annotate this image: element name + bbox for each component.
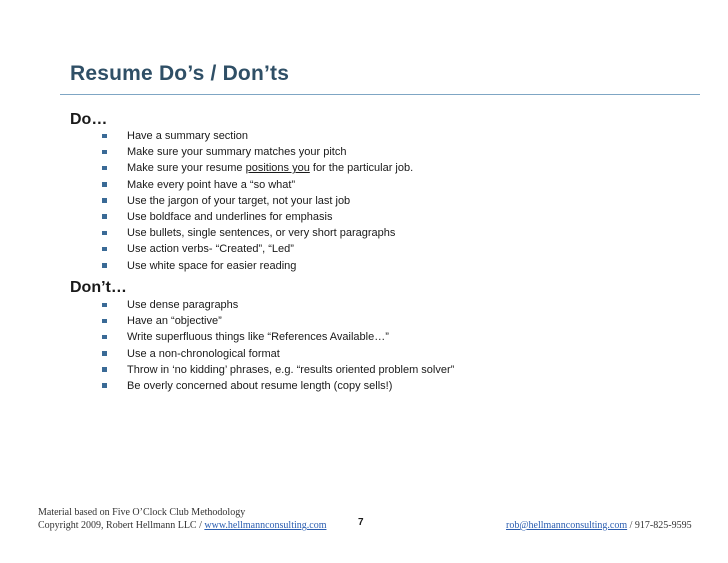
square-bullet-icon xyxy=(102,150,107,155)
do-list xyxy=(102,128,413,274)
do-item: Use action verbs- “Created”, “Led” xyxy=(102,241,413,257)
square-bullet-icon xyxy=(102,303,107,308)
title-divider xyxy=(60,94,700,95)
do-item: Have a summary section xyxy=(102,128,413,144)
footer-contact: rob@hellmannconsulting.com / 917-825-9595 xyxy=(506,520,692,531)
do-heading: Do… xyxy=(70,111,108,128)
footer-copyright: Copyright 2009, Robert Hellmann LLC / www.hellmannconsulting.com xyxy=(38,520,327,531)
slide-title: Resume Do’s / Don’ts xyxy=(70,62,290,85)
square-bullet-icon xyxy=(102,214,107,219)
dont-item: Use a non-chronological format xyxy=(102,346,454,362)
dont-heading: Don’t… xyxy=(70,279,127,296)
underlined-emphasis: positions you xyxy=(245,162,310,175)
do-item: Use boldface and underlines for emphasis xyxy=(102,209,413,225)
dont-item: Use dense paragraphs xyxy=(102,297,454,313)
dont-item: Write superfluous things like “References Available…” xyxy=(102,329,454,345)
do-item: Make every point have a “so what” xyxy=(102,177,413,193)
do-item: Make sure your summary matches your pitch xyxy=(102,144,413,160)
square-bullet-icon xyxy=(102,335,107,340)
square-bullet-icon xyxy=(102,134,107,139)
square-bullet-icon xyxy=(102,247,107,252)
square-bullet-icon xyxy=(102,351,107,356)
dont-item: Throw in ‘no kidding’ phrases, e.g. “results oriented problem solver” xyxy=(102,362,454,378)
square-bullet-icon xyxy=(102,263,107,268)
dont-item: Have an “objective” xyxy=(102,313,454,329)
square-bullet-icon xyxy=(102,166,107,171)
do-item: Use the jargon of your target, not your last job xyxy=(102,193,413,209)
email-link[interactable]: rob@hellmannconsulting.com xyxy=(506,520,628,531)
footer-methodology-note: Material based on Five O’Clock Club Methodology xyxy=(38,507,246,518)
do-item: Use bullets, single sentences, or very short paragraphs xyxy=(102,225,413,241)
do-item: Make sure your resume positions you for the particular job. xyxy=(102,160,413,176)
square-bullet-icon xyxy=(102,383,107,388)
square-bullet-icon xyxy=(102,367,107,372)
dont-list xyxy=(102,297,454,394)
square-bullet-icon xyxy=(102,231,107,236)
square-bullet-icon xyxy=(102,182,107,187)
square-bullet-icon xyxy=(102,319,107,324)
website-link[interactable]: www.hellmannconsulting.com xyxy=(204,520,327,531)
do-item: Use white space for easier reading xyxy=(102,258,413,274)
dont-item: Be overly concerned about resume length (copy sells!) xyxy=(102,378,454,394)
page-number: 7 xyxy=(358,517,364,528)
square-bullet-icon xyxy=(102,198,107,203)
